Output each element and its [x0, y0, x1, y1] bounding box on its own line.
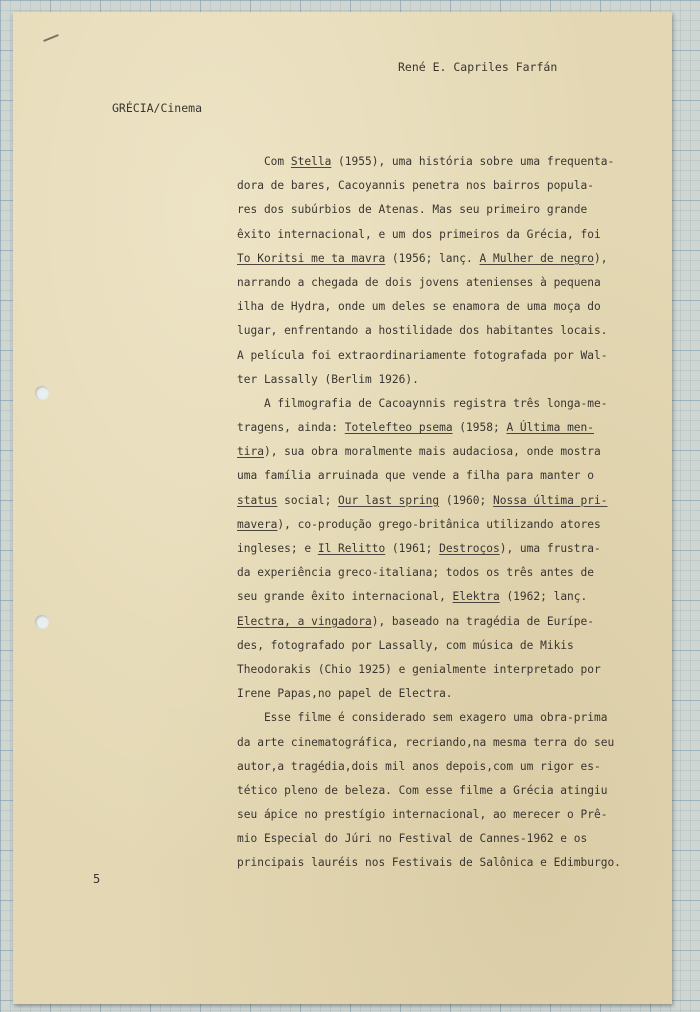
underlined-title: tira	[237, 445, 264, 459]
text-segment: Theodorakis (Chio 1925) e genialmente interpretado por	[237, 662, 601, 676]
text-segment: ),	[594, 251, 608, 265]
body-text	[237, 150, 621, 876]
text-segment: narrando a chegada de dois jovens atenienses à pequena	[237, 275, 601, 289]
text-line	[237, 851, 621, 875]
text-line	[237, 537, 617, 561]
text-segment: (1961;	[385, 542, 440, 555]
underlined-title: A Mulher de negro	[479, 251, 594, 265]
section-heading: GRÉCIA/Cinema	[112, 101, 203, 115]
text-segment: seu ápice no prestígio internacional, ao merecer o Prê-	[237, 808, 608, 822]
text-segment: tético pleno de beleza. Com esse filme a Grécia atingiu	[237, 783, 608, 797]
text-line	[237, 827, 617, 851]
text-segment: da experiência greco-italiana; todos os três antes de	[237, 566, 594, 580]
text-line	[237, 489, 617, 513]
underlined-title: Totelefteo psema	[344, 421, 453, 435]
text-segment: des, fotografado por Lassally, com música de Mikis	[237, 638, 574, 652]
text-segment: uma família arruinada que vende a filha para manter o	[237, 469, 594, 483]
text-line	[237, 658, 617, 682]
text-segment: autor,a tragédia,dois mil anos depois,com um rigor es-	[237, 759, 601, 773]
text-line	[237, 755, 617, 779]
text-segment: (1955), uma história sobre uma frequenta-	[331, 155, 615, 168]
text-line	[237, 634, 617, 658]
text-segment: A película foi extraordinariamente fotografada por Wal-	[237, 348, 608, 362]
text-line	[237, 440, 617, 464]
underlined-title: Stella	[290, 155, 332, 168]
punch-hole-bottom	[35, 615, 49, 629]
underlined-title: mavera	[237, 517, 278, 531]
text-line	[237, 416, 617, 440]
text-segment: (1960;	[439, 493, 493, 507]
text-segment: ), co-produção grego-britânica utilizando atores	[277, 517, 601, 531]
text-segment: res dos subúrbios de Atenas. Mas seu primeiro grande	[237, 203, 588, 217]
text-line	[237, 271, 617, 295]
text-segment: social;	[277, 493, 339, 507]
text-line	[237, 803, 617, 827]
text-line	[237, 368, 617, 392]
text-segment: Com	[237, 155, 291, 168]
text-segment: ), uma frustra-	[499, 542, 601, 555]
text-line	[237, 561, 617, 585]
text-segment: ), sua obra moralmente mais audaciosa, onde mostra	[263, 445, 601, 459]
text-segment: ), baseado na tragédia de Eurípe-	[371, 614, 594, 628]
text-segment: Irene Papas,no papel de Electra.	[237, 687, 453, 701]
text-line	[237, 174, 617, 198]
text-segment: (1956; lanç.	[385, 251, 480, 265]
text-line	[237, 706, 617, 730]
text-segment: principais lauréis nos Festivais de Salônica e Edimburgo.	[237, 856, 621, 870]
underlined-title: Electra, a vingadora	[237, 614, 372, 628]
text-segment: êxito internacional, e um dos primeiros da Grécia, foi	[237, 227, 601, 241]
text-segment: mio Especial do Júri no Festival de Cannes-1962 e os	[237, 832, 588, 846]
underlined-title: Our last spring	[338, 493, 440, 507]
text-segment: dora de bares, Cacoyannis penetra nos bairros popula-	[237, 179, 594, 193]
text-line	[237, 731, 617, 755]
underlined-title: Destroços	[439, 542, 500, 555]
punch-hole-top	[35, 386, 49, 400]
underlined-title: Elektra	[452, 590, 500, 604]
text-line	[237, 682, 617, 706]
underlined-title: Nossa última pri-	[492, 493, 608, 507]
text-line	[237, 585, 617, 609]
text-line	[237, 223, 617, 247]
text-line	[237, 150, 617, 174]
text-line	[237, 392, 617, 416]
underlined-title: A Última men-	[506, 421, 595, 435]
text-segment: Esse filme é considerado sem exagero uma obra-prima	[237, 711, 608, 725]
text-line	[237, 344, 617, 368]
text-segment: lugar, enfrentando a hostilidade dos habitantes locais.	[237, 324, 608, 338]
text-segment: da arte cinematográfica, recriando,na mesma terra do seu	[237, 735, 615, 749]
text-line	[237, 464, 617, 488]
text-segment: ilha de Hydra, onde um deles se enamora de uma moça do	[237, 300, 601, 314]
typewritten-page	[13, 12, 672, 1004]
text-segment: seu grande êxito internacional,	[237, 590, 453, 604]
text-line	[237, 513, 617, 537]
text-line	[237, 247, 617, 271]
text-segment: A filmografia de Cacoaynnis registra três longa-me-	[237, 396, 608, 410]
text-segment: ingleses; e	[237, 542, 318, 555]
pen-mark	[43, 34, 59, 42]
text-line	[237, 779, 617, 803]
author-name: René E. Capriles Farfán	[398, 60, 558, 74]
text-line	[237, 295, 617, 319]
text-segment: ter Lassally (Berlim 1926).	[237, 372, 419, 386]
underlined-title: status	[237, 493, 278, 507]
text-segment: tragens, ainda:	[237, 421, 345, 435]
underlined-title: To Koritsi me ta mavra	[237, 251, 386, 265]
text-segment: (1958;	[452, 421, 507, 435]
text-line	[237, 610, 617, 634]
underlined-title: Il Relitto	[317, 542, 386, 555]
page-number: 5	[93, 872, 101, 886]
text-segment: (1962; lanç.	[499, 590, 588, 604]
text-line	[237, 198, 617, 222]
text-line	[237, 319, 617, 343]
